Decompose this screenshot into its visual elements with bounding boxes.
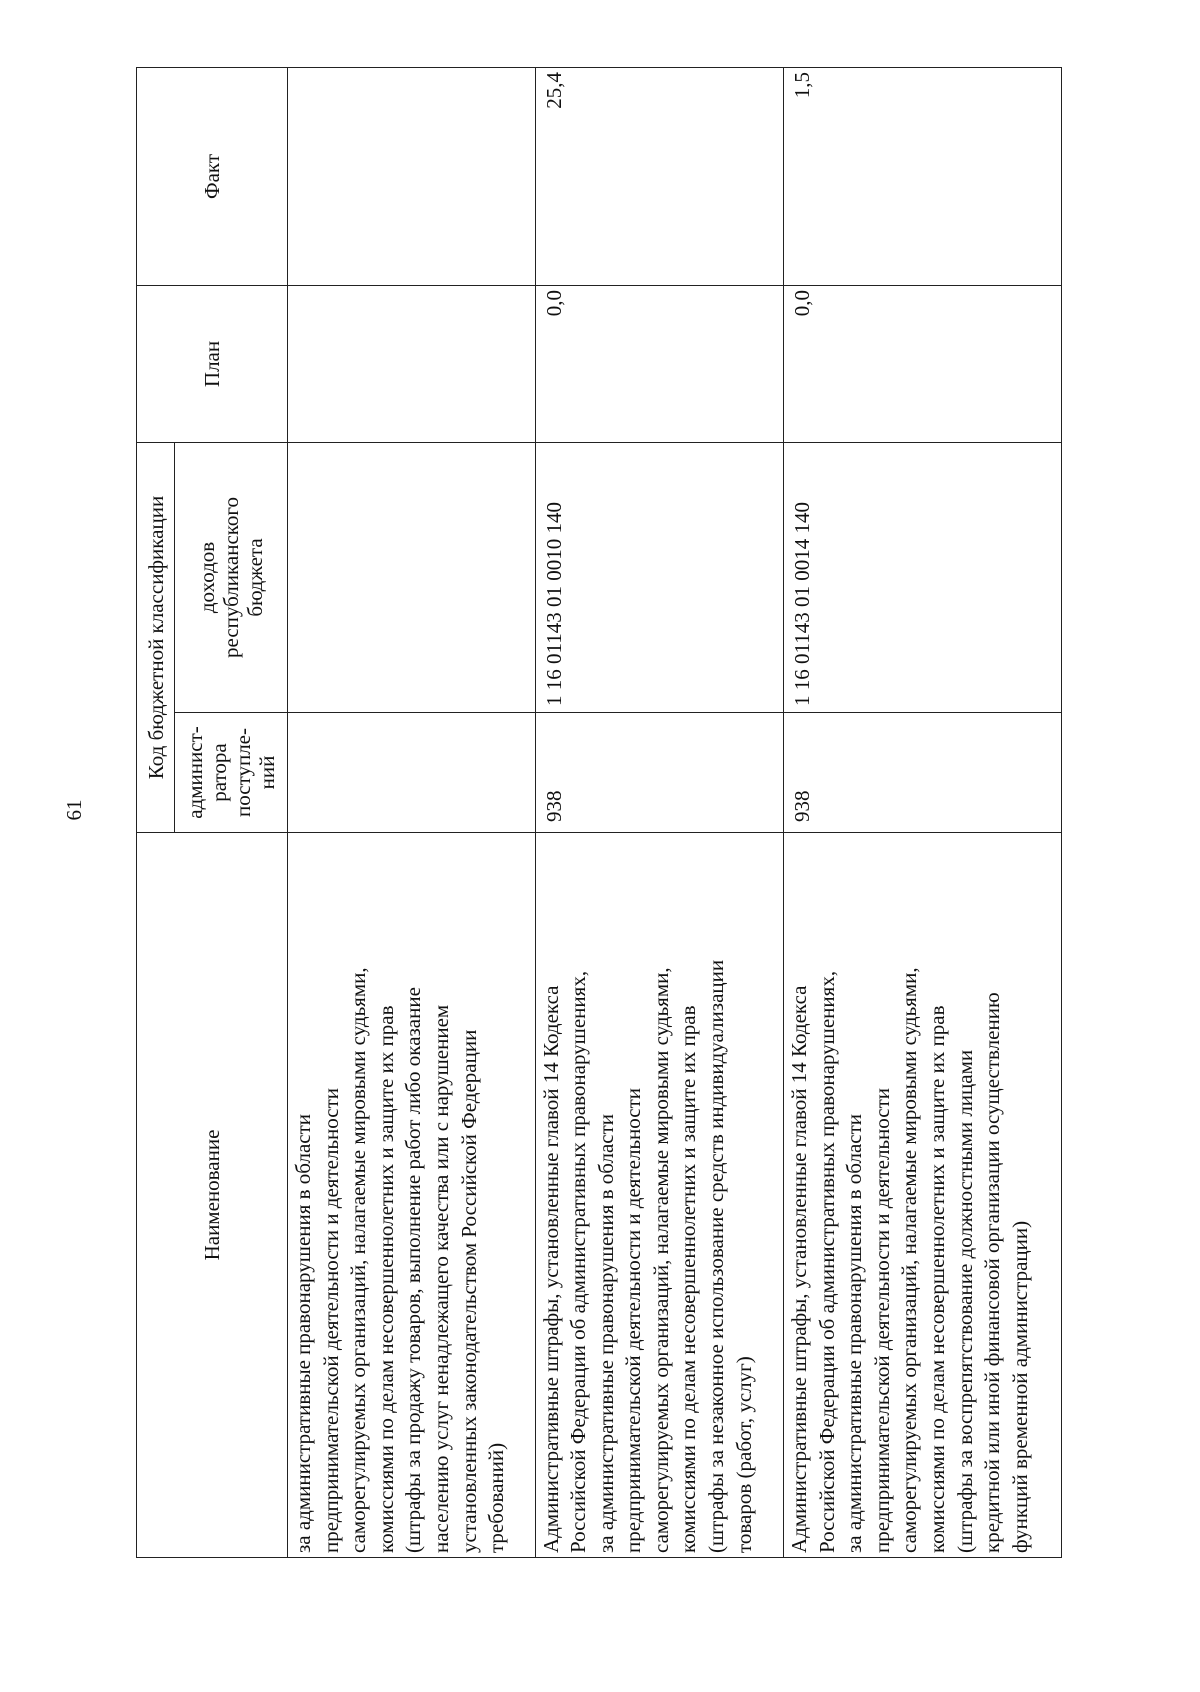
header-code-group: Код бюджетной классификации [137,442,175,832]
row-name: Административные штрафы, установленные главой 14 Кодекса Российской Федерации об административных правонарушениях, за административные правонарушения в области предпринимательской деятельности и деятельности саморегулируемых организаций, налагаемые мировыми судьями, комиссиями по делам несовершеннолетних и защите их прав (штрафы за воспрепятствование должностными лицами кредитной или иной финансовой организации осуществлению функций временной администрации) [784,833,1062,1558]
row-plan: 0,0 [535,285,784,442]
table-row [535,67,784,1557]
row-admin-code [288,713,536,833]
header-income: доходов республиканского бюджета [175,442,288,712]
header-admin: админист- ратора поступле- ний [175,713,288,833]
row-fact: 25,4 [535,67,784,285]
row-plan: 0,0 [784,285,1062,442]
row-income-code: 1 16 01143 01 0014 140 [784,442,1062,712]
row-admin-code: 938 [535,713,784,833]
budget-table-sheet [136,68,1062,1558]
row-fact: 1,5 [784,67,1062,285]
header-plan: План [137,285,288,442]
row-income-code: 1 16 01143 01 0010 140 [535,442,784,712]
row-name: за административные правонарушения в области предпринимательской деятельности и деятельности саморегулируемых организаций, налагаемые мировыми судьями, комиссиями по делам несовершеннолетних и защите их прав (штрафы за продажу товаров, выполнение работ либо оказание населению услуг ненадлежащего качества или с нарушением установленных законодательством Российской Федерации требований) [288,833,536,1558]
page-number: 61 [62,799,86,821]
budget-classification-table [136,67,1062,1558]
row-plan [288,285,536,442]
row-fact [288,67,536,285]
table-row [784,67,1062,1557]
row-name: Административные штрафы, установленные главой 14 Кодекса Российской Федерации об административных правонарушениях, за административные правонарушения в области предпринимательской деятельности и деятельности саморегулируемых организаций, налагаемые мировыми судьями, комиссиями по делам несовершеннолетних и защите их прав (штрафы за незаконное использование средств индивидуализации товаров (работ, услуг) [535,833,784,1558]
header-name: Наименование [137,833,288,1558]
table-row [288,67,536,1557]
header-fact: Факт [137,67,288,285]
row-admin-code: 938 [784,713,1062,833]
row-income-code [288,442,536,712]
